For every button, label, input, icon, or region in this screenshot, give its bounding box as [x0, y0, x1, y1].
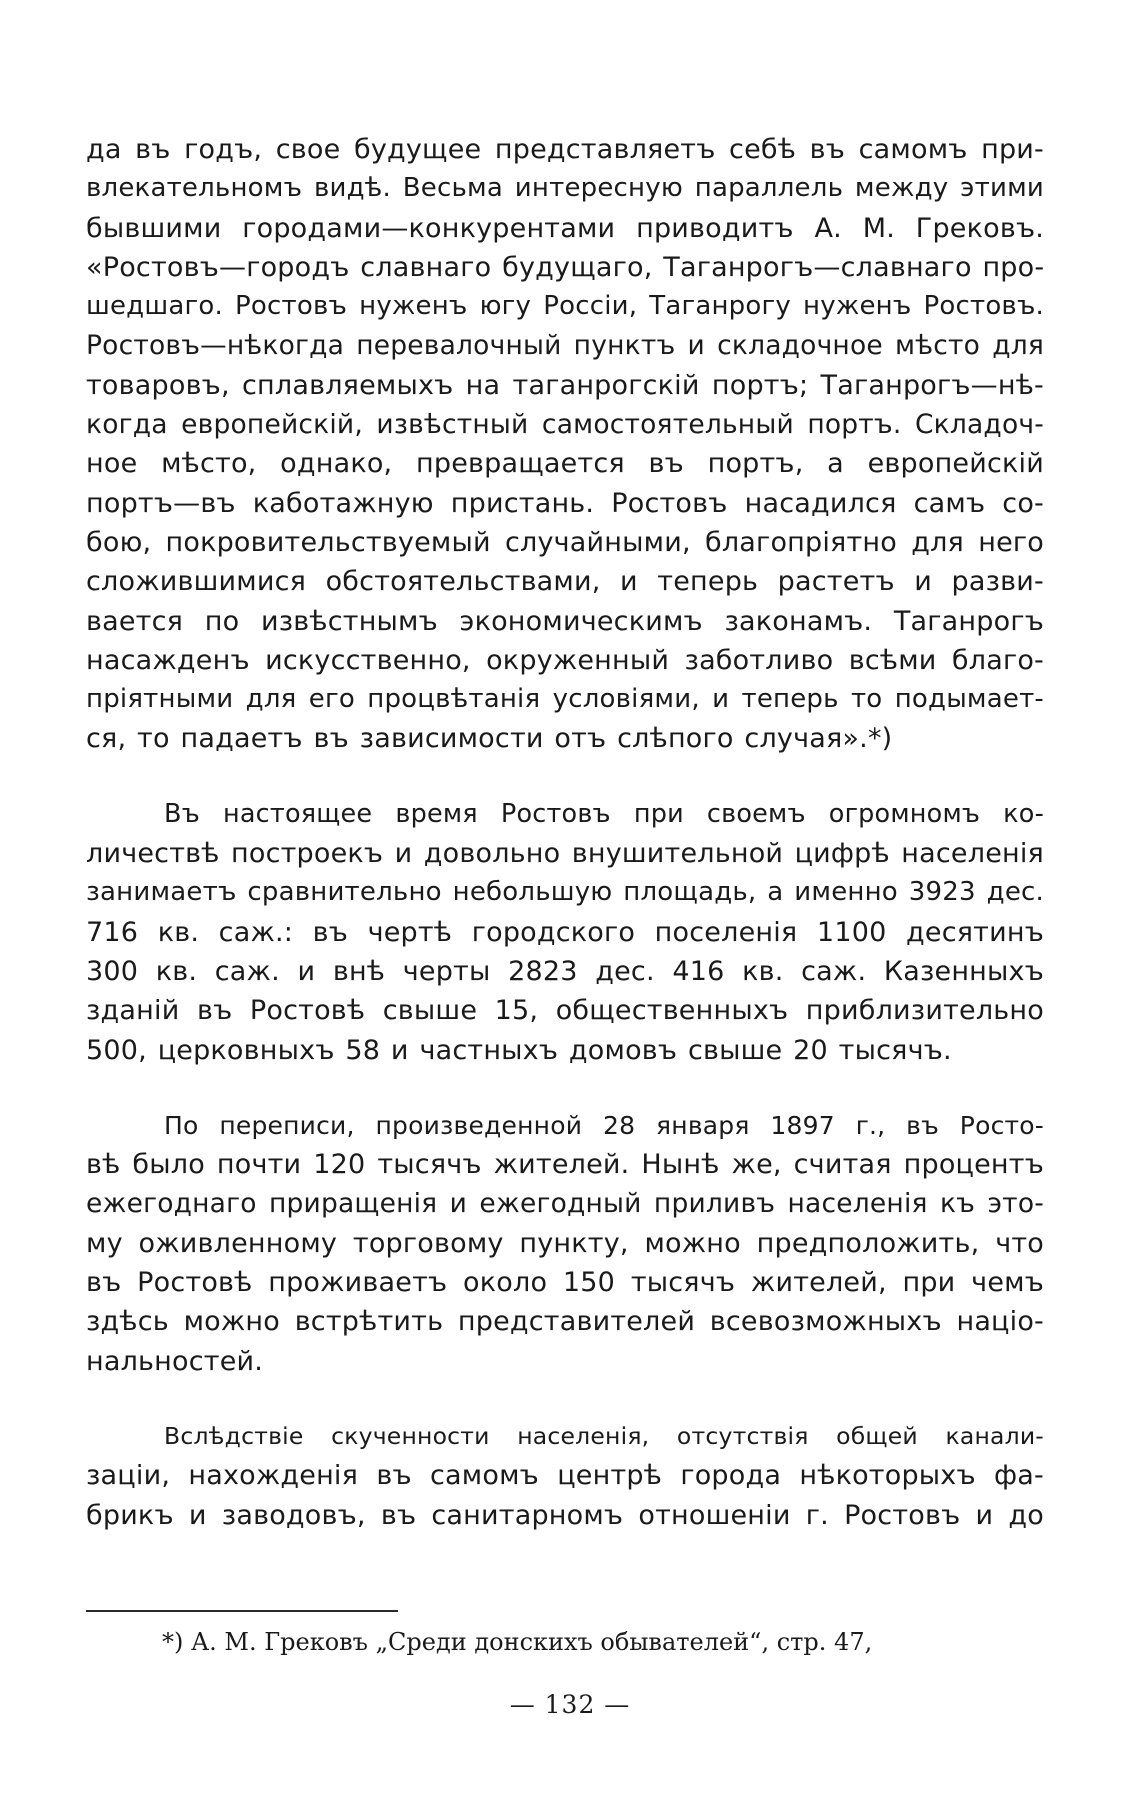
text-line: шедшаго. Ростовъ нуженъ югу Россіи, Таганрогу нуженъ Ростовъ.	[86, 291, 1044, 322]
text-line: вается по извѣстнымъ экономическимъ законамъ. Таганрогъ	[86, 605, 1044, 637]
text-line: товаровъ, сплавляемыхъ на таганрогскій портъ; Таганрогъ—нѣ-	[86, 369, 1044, 401]
text-line: насажденъ искусственно, окруженный заботливо всѣми благо-	[86, 644, 1044, 676]
text-line: ся, то падаетъ въ зависимости отъ слѣпого случая».*)	[86, 723, 893, 755]
text-line: ежегоднаго приращенія и ежегодный приливъ населенія къ это-	[86, 1188, 1044, 1220]
text-line: ное мѣсто, однако, превращается въ портъ, а европейскій	[86, 448, 1044, 480]
text-line: личествѣ построекъ и довольно внушительной цифрѣ населенія	[86, 838, 1044, 870]
paragraph-4	[86, 1417, 1044, 1535]
text-line: въ Ростовѣ проживаетъ около 150 тысячъ жителей, при чемъ	[86, 1267, 1044, 1299]
paragraph-3	[86, 1106, 1044, 1381]
text-line: «Ростовъ—городъ славнаго будущаго, Таганрогъ—славнаго про-	[86, 251, 1045, 283]
text-line: му оживленному торговому пункту, можно предположить, что	[86, 1227, 1044, 1259]
text-line: Вслѣдствіе скученности населенія, отсутствія общей канали-	[164, 1421, 1044, 1450]
text-line: брикъ и заводовъ, въ санитарномъ отношеніи г. Ростовъ и до	[86, 1499, 1044, 1531]
paragraph-1	[86, 130, 1044, 759]
text-line: 716 кв. саж.: въ чертѣ городского поселенія 1100 десятинъ	[86, 916, 1044, 948]
footnote-divider	[86, 1610, 398, 1612]
text-line: заціи, нахожденія въ самомъ центрѣ города нѣкоторыхъ фа-	[86, 1460, 1044, 1492]
text-line: вѣ было почти 120 тысячъ жителей. Нынѣ же, считая процентъ	[86, 1149, 1044, 1181]
text-line: пріятными для его процвѣтанія условіями, и теперь то подымает-	[86, 684, 1044, 715]
text-line: 500, церковныхъ 58 и частныхъ домовъ свыше 20 тысячъ.	[86, 1034, 952, 1066]
text-line: когда европейскій, извѣстный самостоятельный портъ. Складоч-	[86, 409, 1044, 441]
text-line: бою, покровительствуемый случайными, благопріятно для него	[86, 526, 1044, 558]
text-line: Въ настоящее время Ростовъ при своемъ огромномъ ко-	[164, 798, 1044, 829]
text-line: зданій въ Ростовѣ свыше 15, общественныхъ приблизительно	[86, 995, 1044, 1027]
page-number: — 132 —	[509, 1690, 631, 1719]
text-line: Ростовъ—нѣкогда перевалочный пунктъ и складочное мѣсто для	[86, 330, 1044, 362]
text-line: 300 кв. саж. и внѣ черты 2823 дес. 416 кв. саж. Казенныхъ	[86, 955, 1044, 987]
text-line: занимаетъ сравнительно небольшую площадь, а именно 3923 дес.	[86, 877, 1044, 908]
paragraph-2	[86, 795, 1044, 1070]
text-line: бывшими городами—конкурентами приводитъ А. М. Грековъ.	[86, 212, 1044, 244]
text-line: По переписи, произведенной 28 января 1897 г., въ Росто-	[164, 1110, 1044, 1140]
text-line: сложившимися обстоятельствами, и теперь растетъ и разви-	[86, 566, 1044, 598]
footnote: *) А. М. Грековъ „Среди донскихъ обывателей“, стр. 47,	[162, 1628, 873, 1656]
text-line: портъ—въ каботажную пристань. Ростовъ насадился самъ со-	[86, 487, 1044, 519]
text-line: да въ годъ, свое будущее представляетъ себѣ въ самомъ при-	[86, 134, 1044, 165]
text-line: здѣсь можно встрѣтить представителей всевозможныхъ націо-	[86, 1306, 1044, 1338]
text-line: влекательномъ видѣ. Весьма интересную параллель между этими	[86, 173, 1044, 204]
text-line: нальностей.	[86, 1345, 264, 1377]
